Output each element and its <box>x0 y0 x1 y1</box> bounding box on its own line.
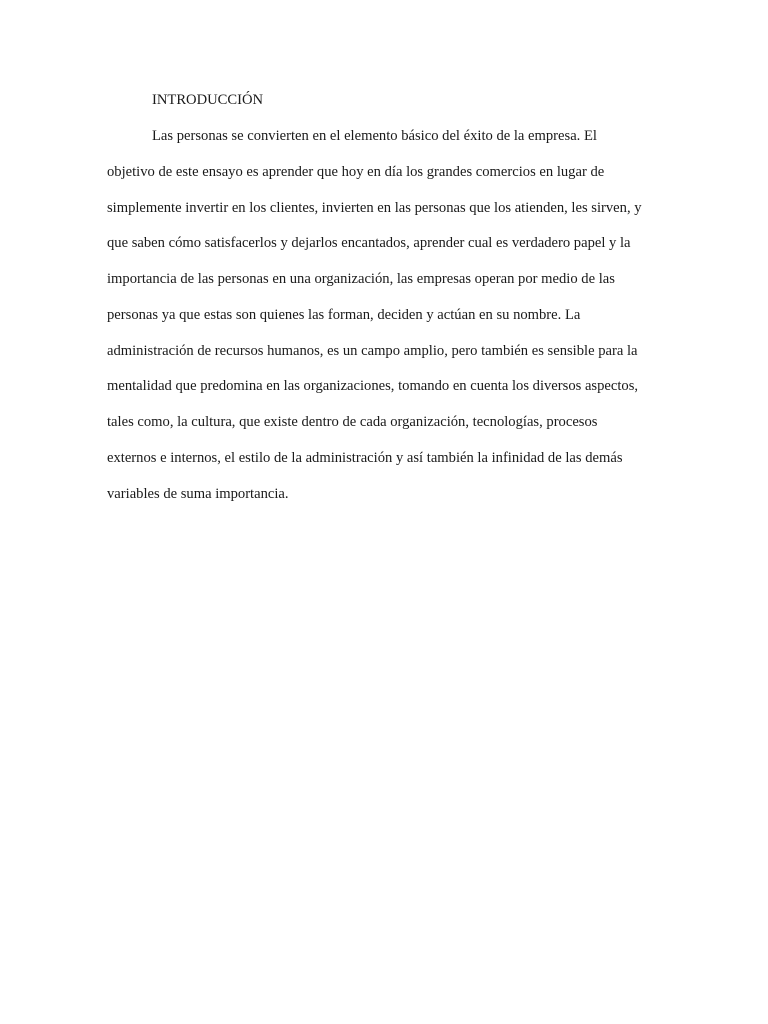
section-heading: INTRODUCCIÓN <box>152 92 264 108</box>
paragraph-line: variables de suma importancia. <box>107 486 289 502</box>
paragraph-line: objetivo de este ensayo es aprender que hoy en día los grandes comercios en lugar de <box>107 164 605 180</box>
paragraph-line: mentalidad que predomina en las organizaciones, tomando en cuenta los diversos aspectos, <box>107 378 639 394</box>
paragraph-line: Las personas se convierten en el elemento básico del éxito de la empresa. El <box>152 128 597 144</box>
paragraph-line: personas ya que estas son quienes las forman, deciden y actúan en su nombre. La <box>107 307 581 323</box>
paragraph-line: tales como, la cultura, que existe dentro de cada organización, tecnologías, procesos <box>107 414 598 430</box>
paragraph-line: que saben cómo satisfacerlos y dejarlos encantados, aprender cual es verdadero papel y la <box>107 235 631 251</box>
paragraph-line: administración de recursos humanos, es un campo amplio, pero también es sensible para la <box>107 343 638 359</box>
paragraph-line: simplemente invertir en los clientes, invierten en las personas que los atienden, les sirven, y <box>107 200 642 216</box>
paragraph-line: importancia de las personas en una organización, las empresas operan por medio de las <box>107 271 615 287</box>
paragraph-line: externos e internos, el estilo de la administración y así también la infinidad de las demás <box>107 450 623 466</box>
